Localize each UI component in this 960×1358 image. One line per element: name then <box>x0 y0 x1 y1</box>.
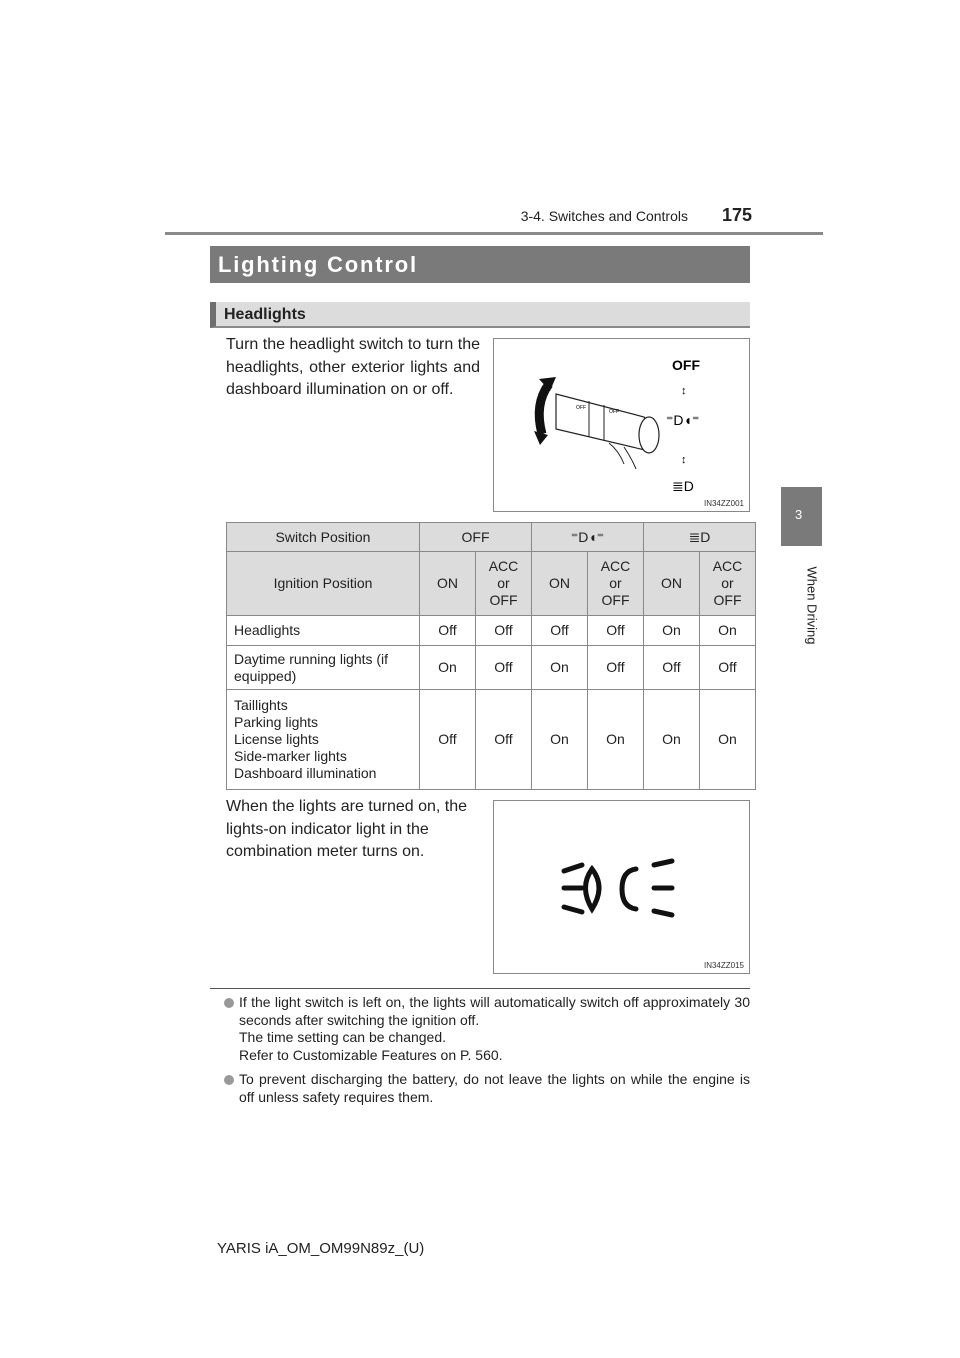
table-row <box>227 616 756 646</box>
cell-value: Off <box>476 690 532 790</box>
notes-rule <box>210 988 750 989</box>
off-label: OFF <box>672 357 700 373</box>
bullet-icon <box>224 998 234 1008</box>
note-item <box>226 1071 750 1106</box>
ignition-position: ACC or OFF <box>588 552 644 616</box>
ignition-position: ON <box>644 552 700 616</box>
svg-text:↕: ↕ <box>681 385 687 397</box>
switch-off: OFF <box>420 523 532 552</box>
indicator-text: When the lights are turned on, the lights-on indicator light in the combination meter turns on. <box>226 798 468 860</box>
row-label: Headlights <box>227 616 420 646</box>
lighting-table <box>226 522 756 790</box>
ignition-position: ON <box>532 552 588 616</box>
ignition-position: ON <box>420 552 476 616</box>
cell-value: Off <box>476 646 532 690</box>
figure-code: IN34ZZ015 <box>703 961 744 970</box>
note-text: To prevent discharging the battery, do not leave the lights on while the engine is off unless safety requires them. <box>239 1071 750 1105</box>
cell-value: Off <box>588 646 644 690</box>
cell-value: On <box>588 690 644 790</box>
cell-value: Off <box>644 646 700 690</box>
page-title: Lighting Control <box>210 246 750 283</box>
row-label: Daytime running lights (if equipped) <box>227 646 420 690</box>
cell-value: On <box>644 690 700 790</box>
switch-position-label: Switch Position <box>227 523 420 552</box>
table-row <box>227 646 756 690</box>
page-number: 175 <box>722 205 753 225</box>
svg-text:↕: ↕ <box>681 454 687 466</box>
ignition-position-label: Ignition Position <box>227 552 420 616</box>
cell-value: Off <box>420 690 476 790</box>
table-row <box>227 690 756 790</box>
cell-value: On <box>420 646 476 690</box>
cell-value: On <box>644 616 700 646</box>
headlights-icon: ≣D <box>644 523 756 552</box>
cell-value: Off <box>588 616 644 646</box>
cell-value: Off <box>700 646 756 690</box>
cell-value: On <box>700 616 756 646</box>
parking-lights-icon: ⁼D◖⁼ <box>532 523 644 552</box>
indicator-figure <box>493 800 750 974</box>
ignition-position: ACC or OFF <box>476 552 532 616</box>
lights-on-indicator-icon <box>494 801 749 973</box>
ignition-position: ACC or OFF <box>700 552 756 616</box>
chapter-tab[interactable] <box>781 487 822 546</box>
headlight-switch-lever-icon <box>494 339 749 511</box>
headlight-switch-figure <box>493 338 750 512</box>
note-text: If the light switch is left on, the lights will automatically switch off approximately 30 seconds after switching the ignition off. The time setting can be changed. Refer to Customizable Features on P. 560. <box>239 994 750 1063</box>
cell-value: On <box>700 690 756 790</box>
chapter-label: When Driving <box>804 566 820 645</box>
svg-text:⁼D◖⁼: ⁼D◖⁼ <box>666 412 700 428</box>
cell-value: On <box>532 646 588 690</box>
svg-text:OFF: OFF <box>609 409 619 415</box>
cell-value: On <box>532 690 588 790</box>
chapter-number: 3 <box>795 507 803 522</box>
cell-value: Off <box>532 616 588 646</box>
figure-code: IN34ZZ001 <box>703 499 744 508</box>
intro-text: Turn the headlight switch to turn the headlights, other exterior lights and dashboard illumination on or off. <box>226 336 480 398</box>
cell-value: Off <box>420 616 476 646</box>
section-title: Headlights <box>210 302 750 328</box>
bullet-icon <box>224 1075 234 1085</box>
cell-value: Off <box>476 616 532 646</box>
header-rule <box>165 232 823 235</box>
svg-text:≣D: ≣D <box>672 478 694 494</box>
footer-text: YARIS iA_OM_OM99N89z_(U) <box>217 1240 425 1257</box>
section-header: 3-4. Switches and Controls <box>520 208 688 224</box>
row-label: Taillights Parking lights License lights Side-marker lights Dashboard illumination <box>227 690 420 790</box>
svg-text:OFF: OFF <box>576 405 586 411</box>
note-item <box>226 994 750 1064</box>
